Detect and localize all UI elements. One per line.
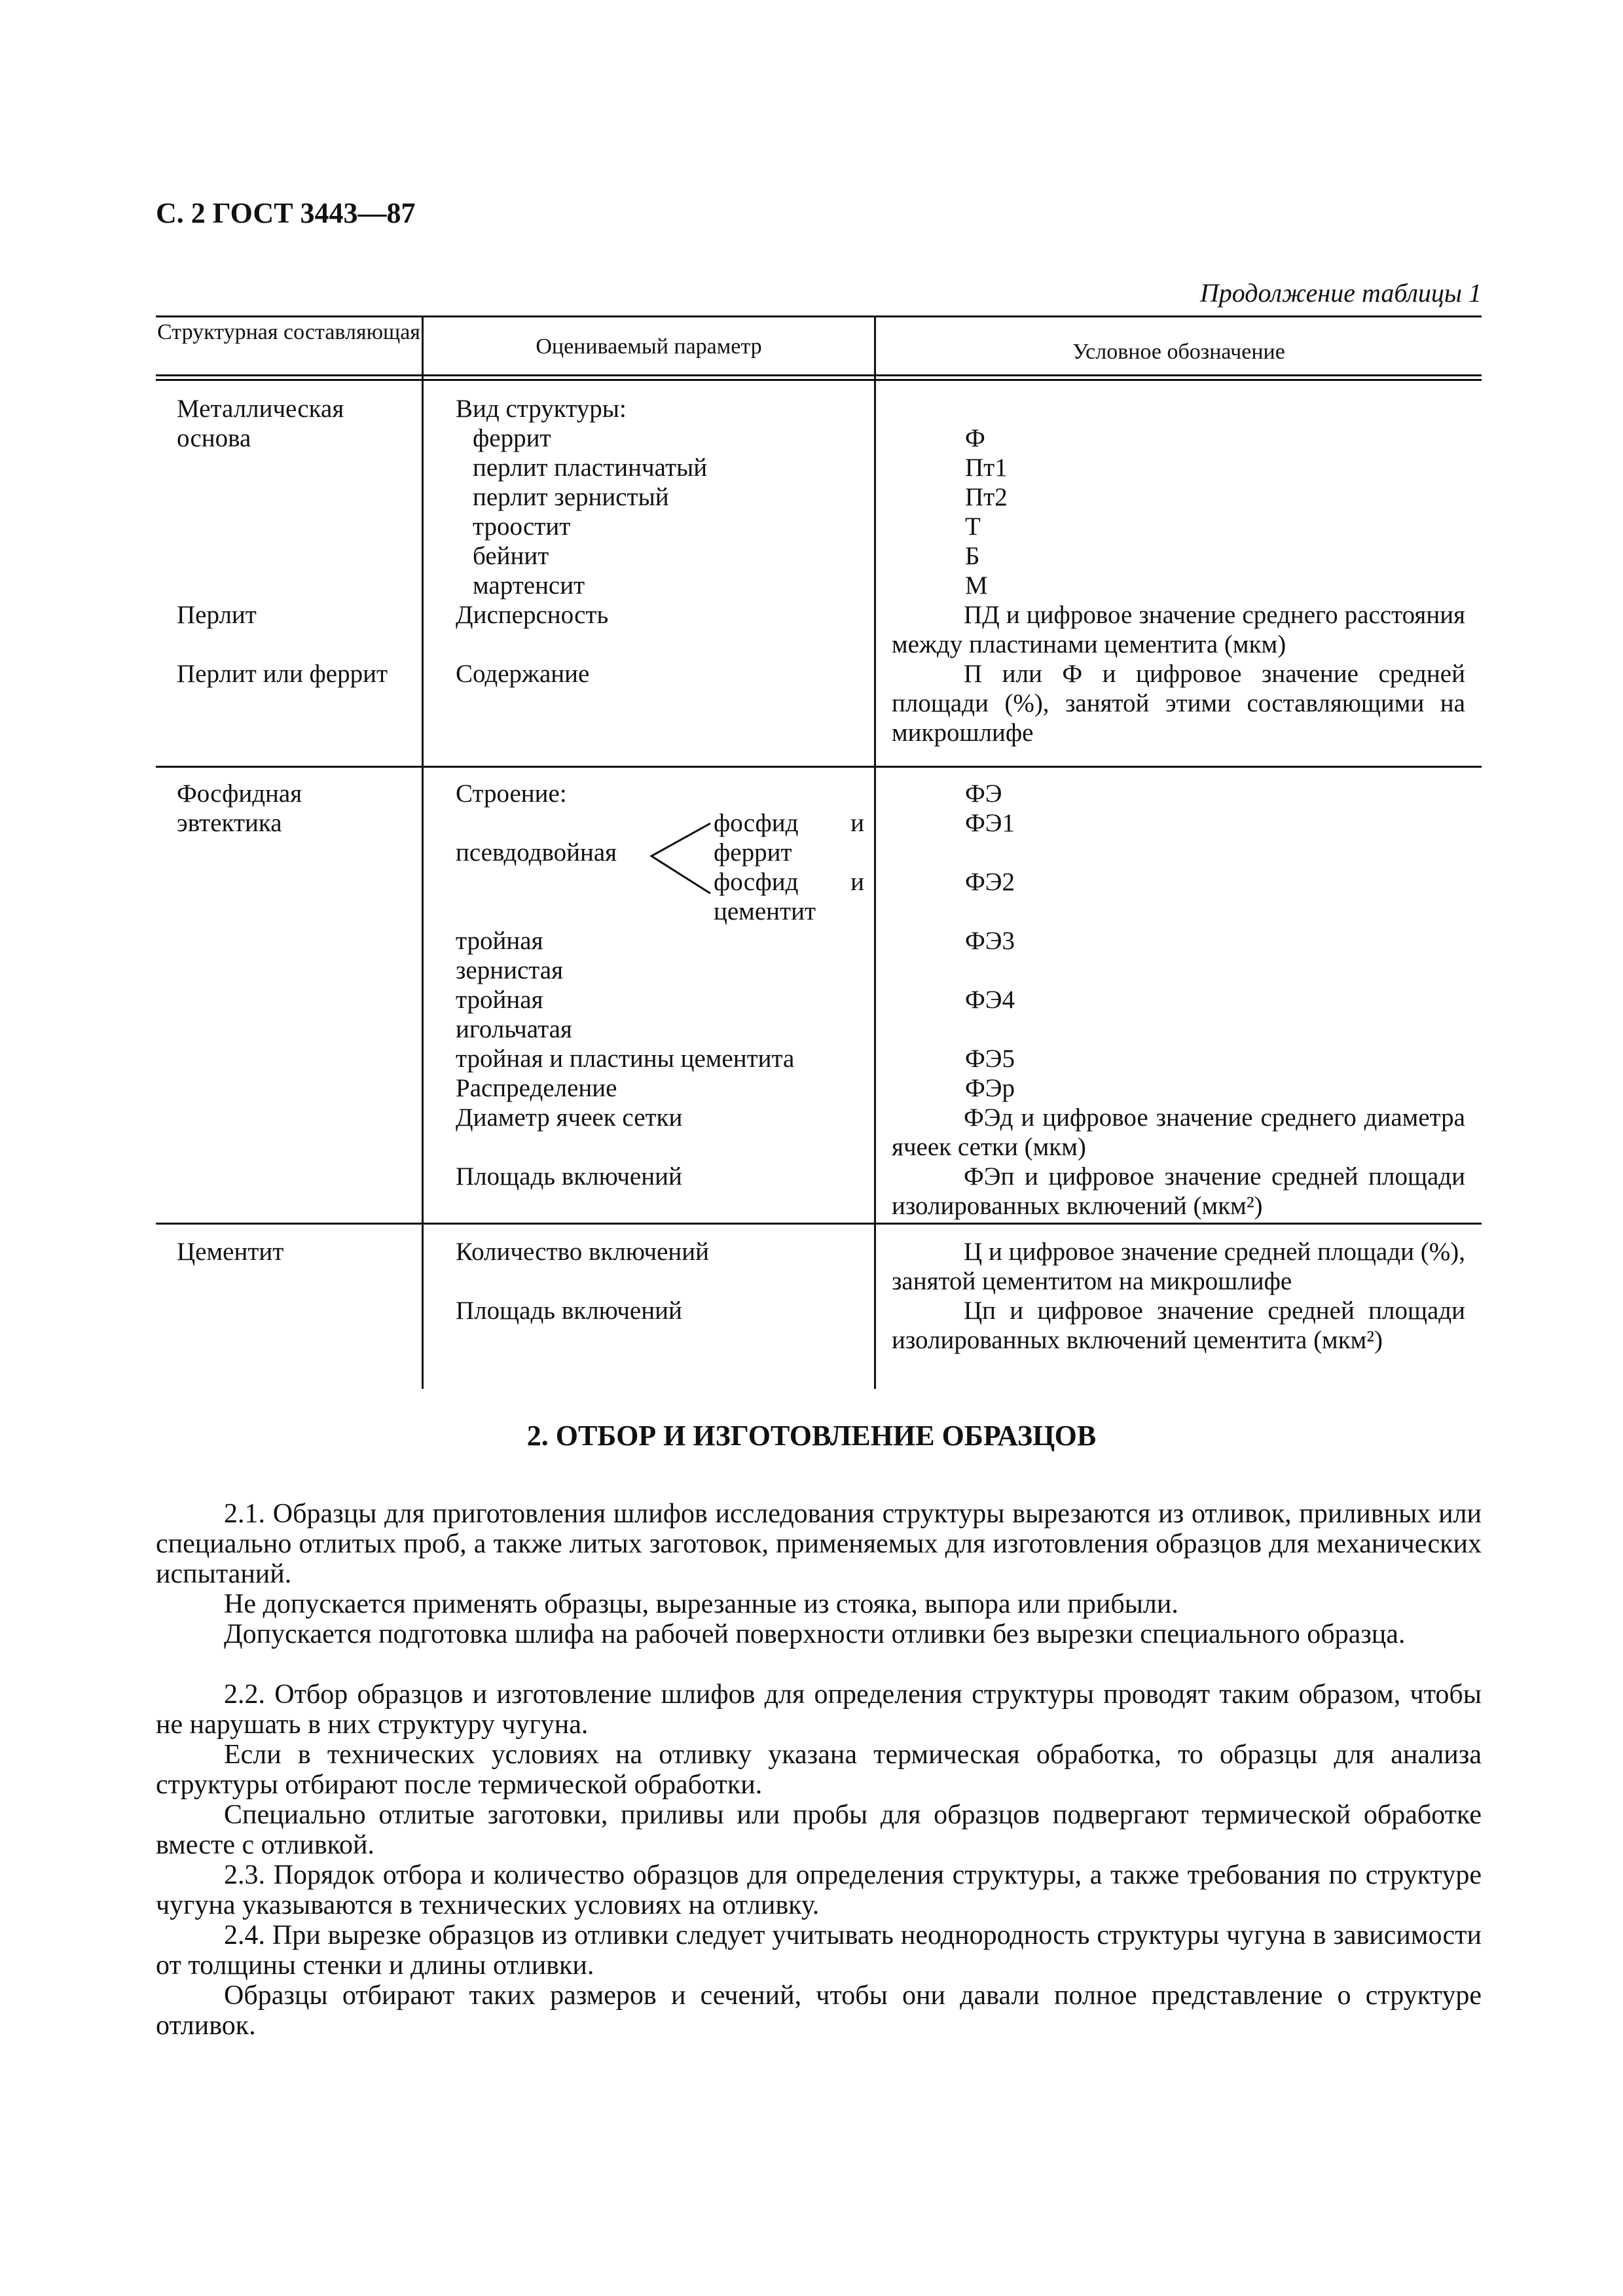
param-row: троостит bbox=[473, 512, 571, 541]
paragraph-text: 2.3. Порядок отбора и количество образцов для определения структуры, а также требования по структуре чугуна указываются в технических условиях на отливку. bbox=[156, 1860, 1482, 1920]
table-continuation-label: Продолжение таблицы 1 bbox=[1199, 278, 1482, 308]
symbol-fe1: ФЭ1 bbox=[965, 809, 1015, 837]
paragraph bbox=[156, 1800, 1482, 1860]
symbol-row: ФЭр bbox=[965, 1074, 1015, 1102]
paragraph bbox=[156, 1740, 1482, 1800]
table-top-rule bbox=[156, 315, 1482, 317]
structure-table bbox=[156, 315, 1482, 1389]
paragraph-text: Специально отлитые заготовки, приливы или пробы для образцов подвергают термической обработке вместе с отливкой. bbox=[156, 1800, 1482, 1860]
paragraph bbox=[156, 1619, 1482, 1649]
param-inclusion-area: Площадь включений bbox=[456, 1162, 682, 1191]
symbol-row: Ф bbox=[965, 424, 985, 452]
param-row: перлит пластинчатый bbox=[473, 454, 708, 482]
symbol-row: ФЭ5 bbox=[965, 1045, 1015, 1073]
branch-bracket-icon bbox=[648, 818, 714, 903]
column-divider-2 bbox=[874, 315, 876, 1389]
component-perlite-ferrite: Перлит или феррит bbox=[177, 660, 388, 688]
component-phosphide-eutectic: Фосфидная эвтектика bbox=[177, 780, 302, 837]
paragraph-text: Не допускается применять образцы, вырезанные из стояка, выпора или прибыли. bbox=[224, 1589, 1178, 1619]
paragraph bbox=[156, 1499, 1482, 1589]
symbol-cell-diameter: ФЭд и цифровое значение среднего диаметра ячеек сетки (мкм) bbox=[892, 1103, 1465, 1161]
param-pseudo-binary: псевдодвойная bbox=[456, 838, 617, 867]
symbol-structure: ФЭ bbox=[965, 780, 1002, 808]
paragraph-text: Допускается подготовка шлифа на рабочей поверхности отливки без вырезки специального образца. bbox=[224, 1619, 1406, 1649]
param-structure-type: Вид структуры: bbox=[456, 395, 627, 423]
symbol-row: М bbox=[965, 571, 988, 600]
paragraph bbox=[156, 1860, 1482, 1920]
paragraph-text: Образцы отбирают таких размеров и сечений, чтобы они давали полное представление о структуре отливок. bbox=[156, 1981, 1482, 2041]
branch-phosphide-ferrite: фосфид и феррит bbox=[714, 809, 864, 867]
page-header: С. 2 ГОСТ 3443—87 bbox=[156, 197, 416, 229]
param-row: перлит зернистый bbox=[473, 483, 669, 511]
symbol-row: Т bbox=[965, 512, 981, 541]
paragraph bbox=[156, 1589, 1482, 1619]
symbol-row: Пт2 bbox=[965, 483, 1008, 511]
symbol-cementite-area: Цп и цифровое значение средней площади изолированных включений цементита (мкм²) bbox=[892, 1297, 1465, 1354]
param-cell-diameter: Диаметр ячеек сетки bbox=[456, 1103, 683, 1132]
section-title: 2. ОТБОР И ИЗГОТОВЛЕНИЕ ОБРАЗЦОВ bbox=[526, 1420, 1097, 1452]
symbol-inclusion-area: ФЭп и цифровое значение средней площади изолированных включений (мкм²) bbox=[892, 1162, 1465, 1220]
param-dispersity: Дисперсность bbox=[456, 601, 609, 629]
paragraph bbox=[156, 1679, 1482, 1740]
param-row: мартенсит bbox=[473, 571, 585, 600]
param-content: Содержание bbox=[456, 660, 590, 688]
header-component: Структурная составляющая bbox=[157, 320, 420, 344]
paragraph-text: 2.4. При вырезке образцов из отливки следует учитывать неоднородность структуры чугуна в зависимости от толщины стенки и длины отливки. bbox=[156, 1920, 1482, 1981]
group-divider-2 bbox=[156, 1223, 1482, 1225]
symbol-row: Пт1 bbox=[965, 454, 1008, 482]
paragraph-text: 2.2. Отбор образцов и изготовление шлифов для определения структуры проводят таким образом, чтобы не нарушать в них структуру чугуна. bbox=[156, 1679, 1482, 1740]
header-designation: Условное обозначение bbox=[1072, 340, 1285, 364]
param-structure: Строение: bbox=[456, 780, 567, 808]
component-metal-base: Металлическая основа bbox=[177, 395, 344, 452]
column-divider-1 bbox=[422, 315, 424, 1389]
param-row: тройная игольчатая bbox=[456, 986, 572, 1043]
header-parameter: Оцениваемый параметр bbox=[536, 334, 762, 359]
component-perlite: Перлит bbox=[177, 601, 257, 629]
paragraph-text: Если в технических условиях на отливку указана термическая обработка, то образцы для анализа структуры отбирают после термической обработки. bbox=[156, 1740, 1482, 1800]
header-rule-1 bbox=[156, 374, 1482, 376]
symbol-row: ФЭ4 bbox=[965, 986, 1015, 1014]
component-cementite: Цементит bbox=[177, 1238, 284, 1266]
symbol-row: Б bbox=[965, 542, 980, 570]
param-row: бейнит bbox=[473, 542, 549, 570]
symbol-dispersity: ПД и цифровое значение среднего расстояния между пластинами цементита (мкм) bbox=[892, 601, 1465, 658]
symbol-fe2: ФЭ2 bbox=[965, 868, 1015, 896]
symbol-content: П или Ф и цифровое значение средней площади (%), занятой этими составляющими на микрошлифе bbox=[892, 660, 1465, 747]
paragraph bbox=[156, 1920, 1482, 1981]
param-row: тройная и пластины цементита bbox=[456, 1045, 795, 1073]
symbol-row: ФЭ3 bbox=[965, 927, 1015, 955]
branch-phosphide-cementite: фосфид и цементит bbox=[714, 868, 864, 925]
param-row: Распределение bbox=[456, 1074, 617, 1102]
param-inclusion-count: Количество включений bbox=[456, 1238, 710, 1266]
param-cementite-area: Площадь включений bbox=[456, 1297, 682, 1325]
group-divider-1 bbox=[156, 766, 1482, 768]
symbol-inclusion-count: Ц и цифровое значение средней площади (%), занятой цементитом на микрошлифе bbox=[892, 1238, 1465, 1295]
header-rule-2 bbox=[156, 379, 1482, 381]
param-row: тройная зернистая bbox=[456, 927, 564, 984]
paragraph bbox=[156, 1981, 1482, 2041]
paragraph-text: 2.1. Образцы для приготовления шлифов исследования структуры вырезаются из отливок, приливных или специально отлитых проб, а также литых заготовок, применяемых для изготовления образцов для механических испытаний. bbox=[156, 1499, 1482, 1589]
param-row: феррит bbox=[473, 424, 551, 452]
